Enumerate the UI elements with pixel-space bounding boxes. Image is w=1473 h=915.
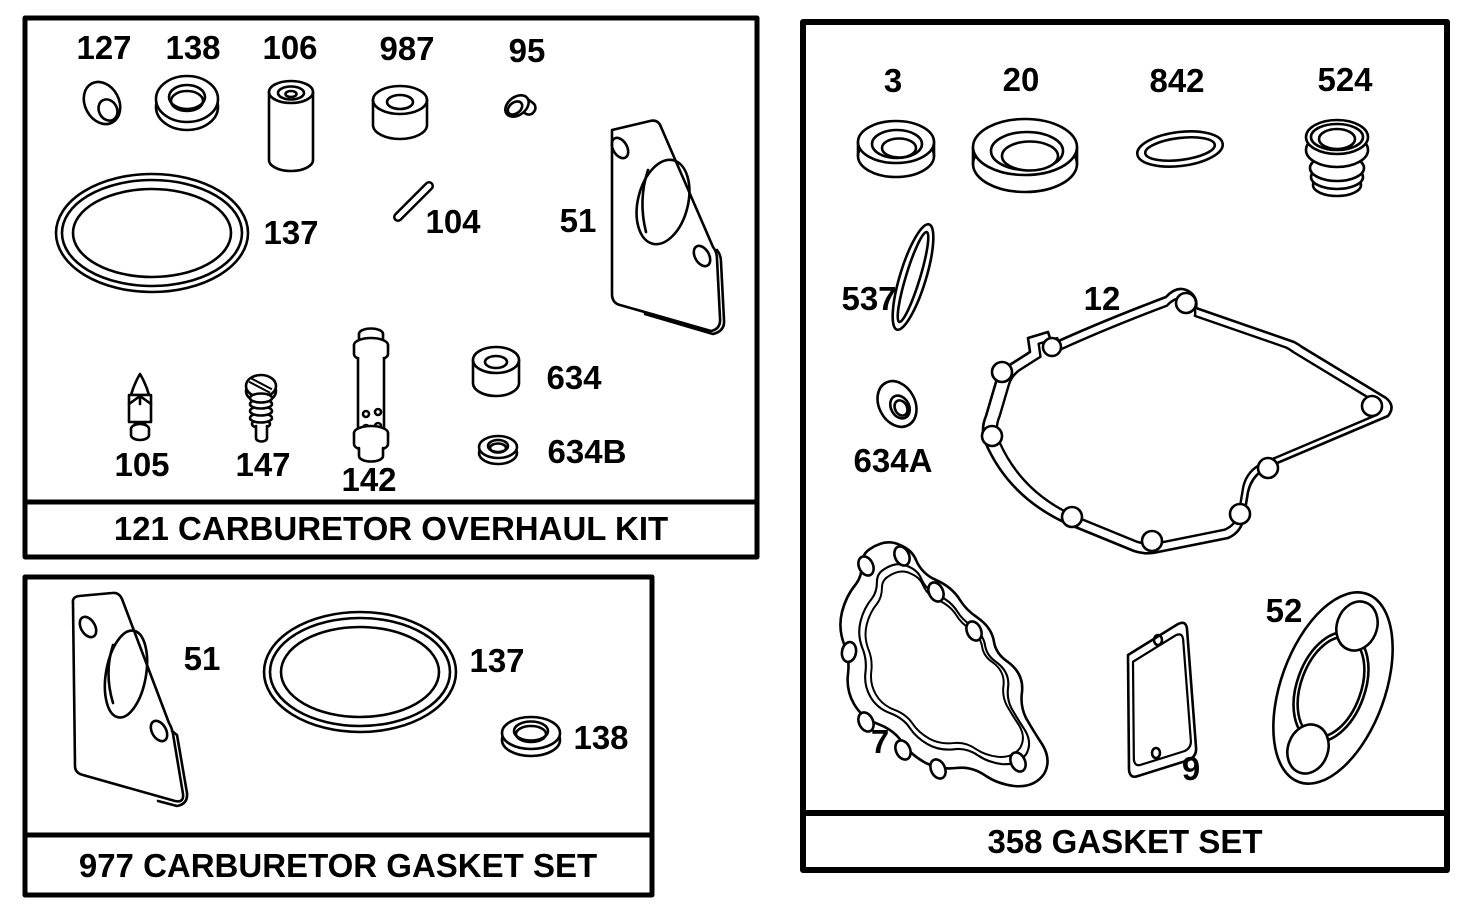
part-label-105: 105 (114, 446, 170, 483)
part-label-9: 9 (1181, 750, 1201, 787)
part-label-7: 7 (870, 723, 890, 760)
part-label-634A: 634A (853, 442, 933, 479)
part-label-537: 537 (841, 280, 897, 317)
part-106-bushing-drawing (269, 81, 313, 171)
part-3-oil-seal-drawing (858, 121, 934, 177)
set-358-title: 358 GASKET SET (987, 823, 1263, 860)
part-label-634B: 634B (547, 433, 627, 470)
part-label-104: 104 (425, 203, 481, 240)
part-634B-washer-drawing (479, 436, 517, 464)
part-label-12: 12 (1083, 280, 1121, 317)
part-524-plug-drawing (1306, 120, 1368, 196)
part-label-142: 142 (341, 461, 397, 498)
part-label-138: 138 (165, 29, 221, 66)
part-142-tube-drawing (354, 329, 388, 462)
part-label-95: 95 (508, 32, 546, 69)
part-138-washer-set977-drawing (502, 717, 560, 756)
part-label-137: 137 (263, 214, 319, 251)
part-20-oil-seal-drawing (973, 119, 1077, 192)
part-label-20: 20 (1002, 61, 1040, 98)
part-label-127: 127 (76, 29, 132, 66)
part-987-spacer-drawing (373, 86, 427, 139)
part-label-137-set977: 137 (469, 642, 525, 679)
part-label-138-set977: 138 (573, 719, 629, 756)
kit-121-title: 121 CARBURETOR OVERHAUL KIT (113, 510, 669, 547)
part-label-842: 842 (1149, 62, 1205, 99)
part-label-51: 51 (559, 202, 597, 239)
set-977-title: 977 CARBURETOR GASKET SET (78, 847, 598, 884)
part-label-987: 987 (379, 30, 435, 67)
part-138-seal-drawing (156, 76, 218, 130)
part-label-3: 3 (883, 62, 903, 99)
part-137-oring-kit-drawing (56, 174, 248, 292)
part-label-51-set977: 51 (183, 640, 221, 677)
part-label-634: 634 (546, 359, 602, 396)
part-label-52: 52 (1265, 592, 1303, 629)
part-label-147: 147 (235, 446, 291, 483)
part-137-oring-set977-drawing (264, 612, 456, 732)
part-label-524: 524 (1317, 61, 1373, 98)
part-label-106: 106 (262, 29, 318, 66)
part-634-spacer-drawing (473, 347, 519, 396)
